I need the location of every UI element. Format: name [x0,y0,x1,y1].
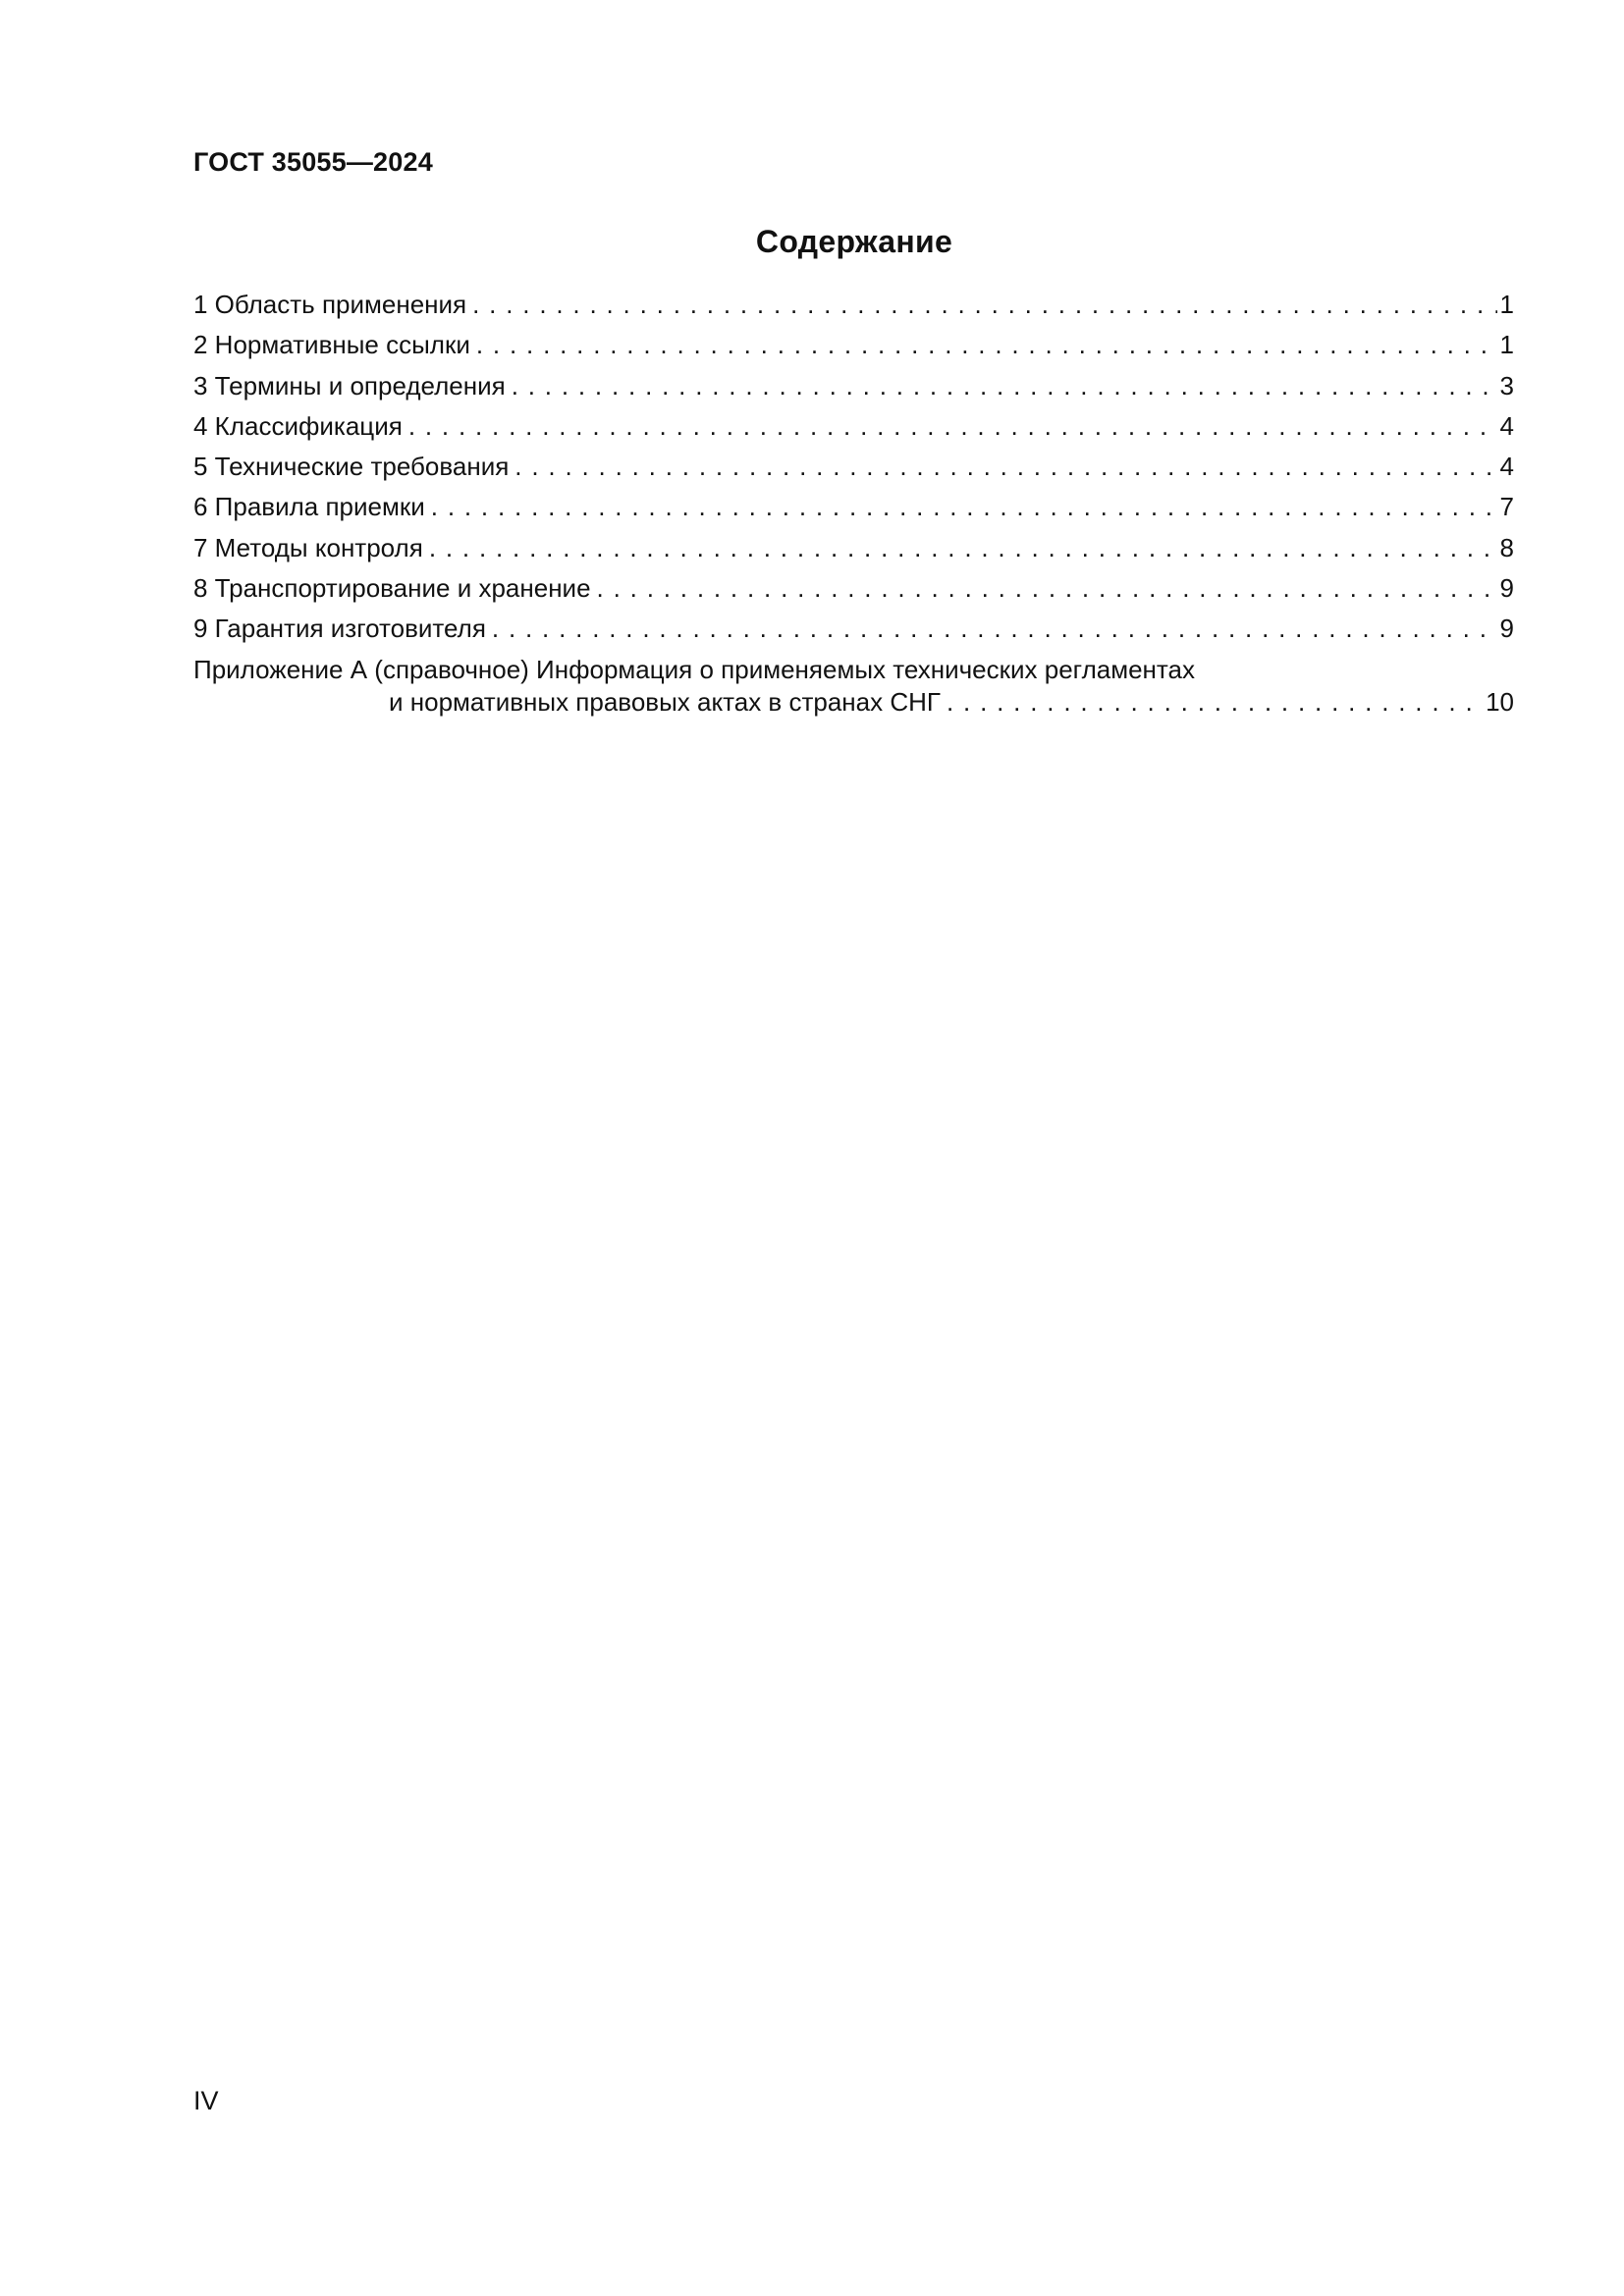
toc-item-label: 9 Гарантия изготовителя [193,614,486,644]
toc-item-page: 7 [1499,492,1514,522]
toc-item-page: 9 [1499,573,1514,604]
toc-item-page: 1 [1499,330,1514,360]
toc-item-label: 4 Классификация [193,410,403,441]
toc-leader-dots [947,686,1483,719]
toc-item[interactable] [193,528,1514,568]
toc-appendix-line2: и нормативных правовых актах в странах СНГ [389,686,941,717]
toc-title: Содержание [755,224,953,259]
toc-item[interactable] [193,447,1514,487]
toc-item-label: 1 Область применения [193,290,467,319]
toc-item-page: 3 [1499,370,1514,400]
toc-item[interactable] [193,285,1514,325]
toc-item-page: 1 [1499,290,1514,319]
toc-item[interactable] [193,568,1514,609]
toc-item-label: 7 Методы контроля [193,532,423,562]
toc-leader-dots [492,609,1497,649]
toc-item-label: 8 Транспортирование и хранение [193,573,591,604]
toc-item-label: 2 Нормативные ссылки [193,330,470,360]
toc-item-page: 8 [1499,532,1514,562]
toc-item[interactable] [193,325,1514,365]
toc-item-label: 6 Правила приемки [193,492,425,522]
document-code: ГОСТ 35055—2024 [193,147,433,177]
toc-item[interactable] [193,487,1514,527]
toc-item-page: 9 [1499,614,1514,644]
toc-appendix-line1: Приложение А (справочное) Информация о применяемых технических регламентах [193,654,1195,684]
toc-leader-dots [472,285,1496,325]
toc-leader-dots [512,366,1497,406]
toc-leader-dots [408,406,1497,447]
table-of-contents [193,285,1514,719]
toc-leader-dots [597,568,1497,609]
toc-item-page: 4 [1499,410,1514,441]
toc-item-label: 3 Термины и определения [193,370,506,400]
toc-appendix-page: 10 [1486,686,1514,717]
toc-item[interactable] [193,366,1514,406]
toc-leader-dots [476,325,1497,365]
toc-leader-dots [514,447,1496,487]
toc-item-label: 5 Технические требования [193,452,510,482]
toc-item-page: 4 [1499,452,1514,482]
page-number: IV [193,2086,219,2115]
toc-item-appendix[interactable] [193,654,1514,719]
toc-leader-dots [429,528,1497,568]
toc-item[interactable] [193,406,1514,447]
toc-leader-dots [431,487,1497,527]
toc-item[interactable] [193,609,1514,649]
